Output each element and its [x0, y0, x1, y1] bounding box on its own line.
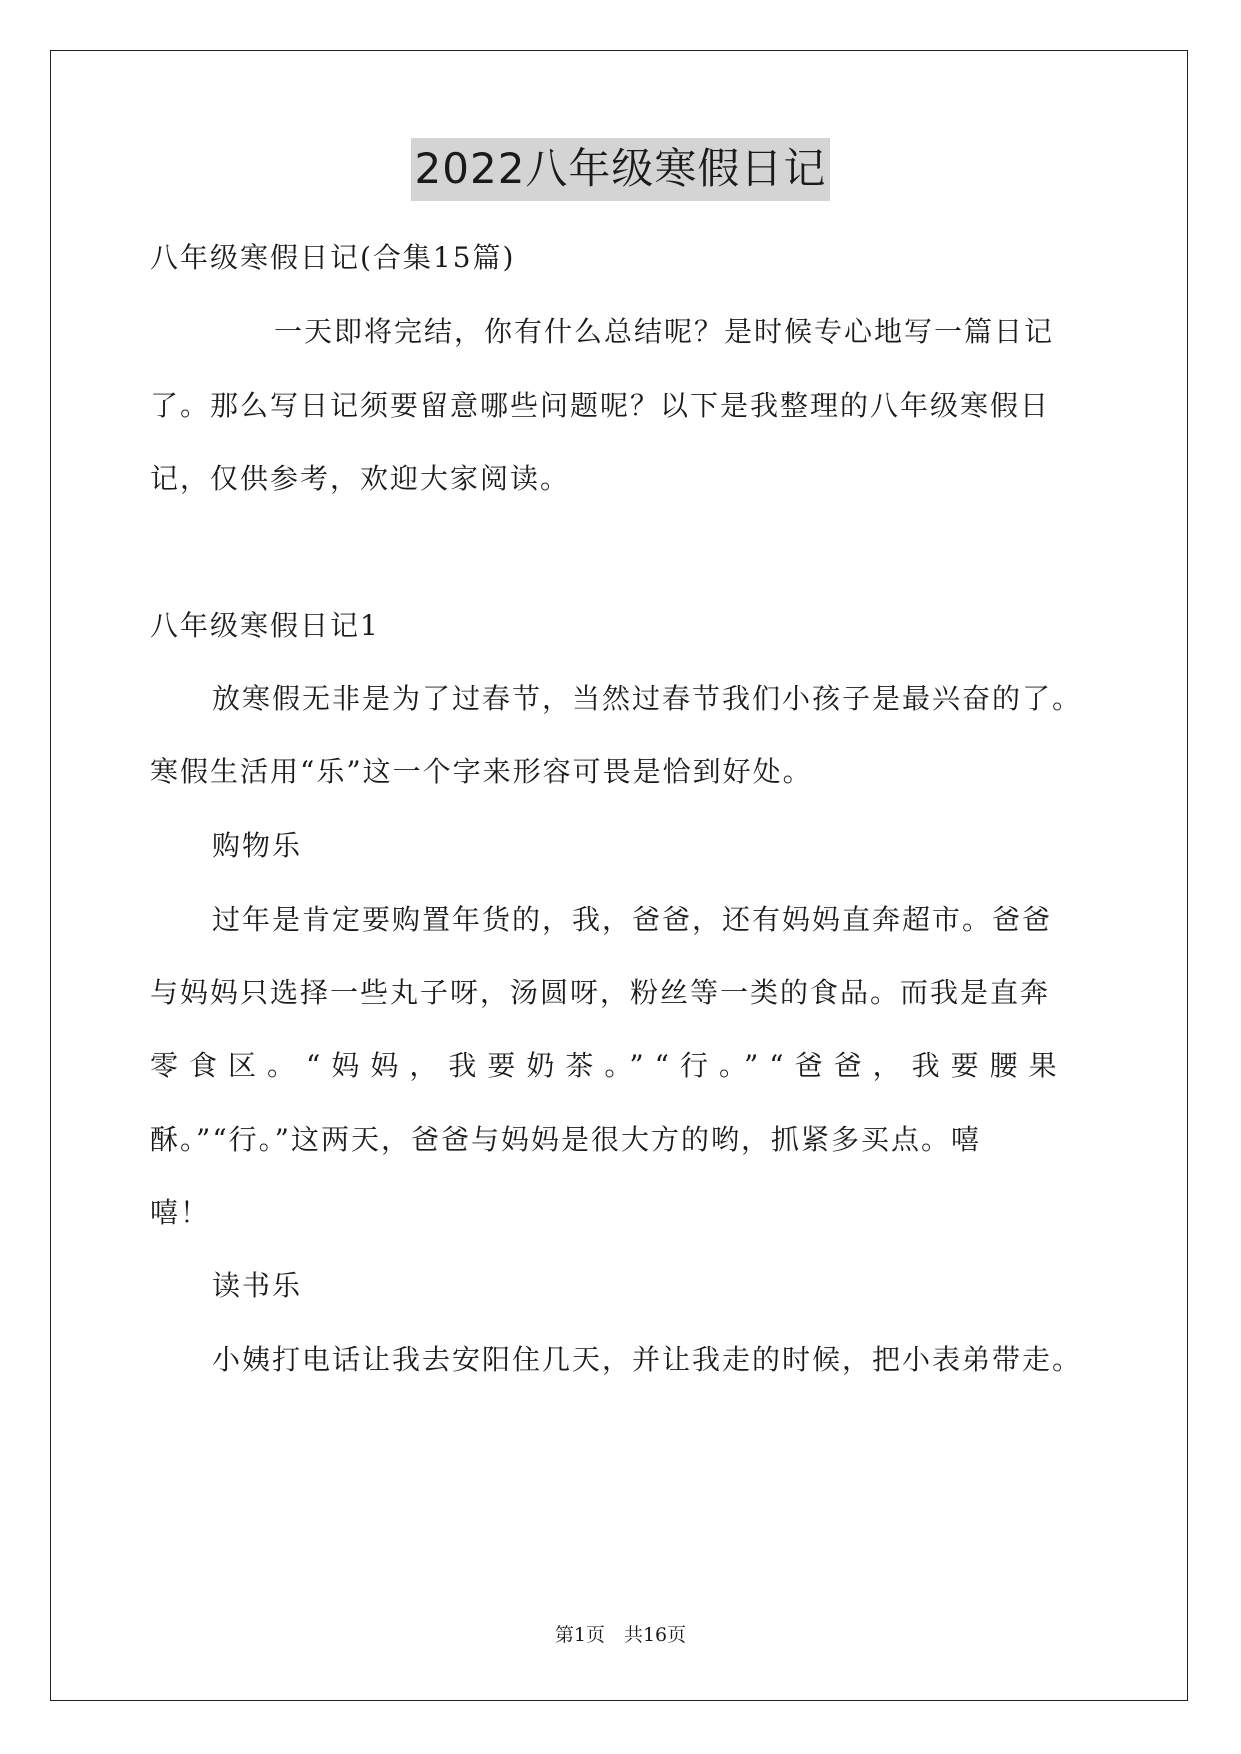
section-heading: 八年级寒假日记1: [150, 609, 380, 642]
document-title-text: 2022八年级寒假日记: [411, 138, 831, 201]
page-footer: 第1页 共16页: [554, 1624, 687, 1646]
subheading-shopping: 购物乐: [212, 829, 303, 862]
shopping-paragraph-line: 过年是肯定要购置年货的，我，爸爸，还有妈妈直奔超市。爸爸: [212, 903, 1053, 936]
shopping-paragraph-line: 嘻！: [150, 1196, 211, 1229]
shopping-paragraph-line: 酥。”“行。”这两天，爸爸与妈妈是很大方的哟，抓紧多买点。嘻: [150, 1123, 981, 1156]
section1-paragraph-line: 放寒假无非是为了过春节，当然过春节我们小孩子是最兴奋的了。: [212, 682, 1083, 715]
reading-paragraph-line: 小姨打电话让我去安阳住几天，并让我走的时候，把小表弟带走。: [212, 1343, 1083, 1376]
page-border: [50, 50, 1188, 1701]
intro-paragraph-line: 了。那么写日记须要留意哪些问题呢？以下是我整理的八年级寒假日: [150, 389, 1051, 422]
intro-paragraph-line: 记，仅供参考，欢迎大家阅读。: [150, 462, 571, 495]
document-title: [0, 144, 1241, 193]
intro-paragraph-line: 一天即将完结，你有什么总结呢？是时候专心地写一篇日记: [274, 315, 1055, 348]
shopping-paragraph-line: 零食区。“妈妈，我要奶茶。”“行。”“爸爸，我要腰果: [150, 1049, 1068, 1082]
shopping-paragraph-line: 与妈妈只选择一些丸子呀，汤圆呀，粉丝等一类的食品。而我是直奔: [150, 976, 1051, 1009]
subheading-reading: 读书乐: [212, 1269, 303, 1302]
document-subtitle: 八年级寒假日记(合集15篇): [150, 241, 516, 274]
section1-paragraph-line: 寒假生活用“乐”这一个字来形容可畏是恰到好处。: [150, 755, 813, 788]
